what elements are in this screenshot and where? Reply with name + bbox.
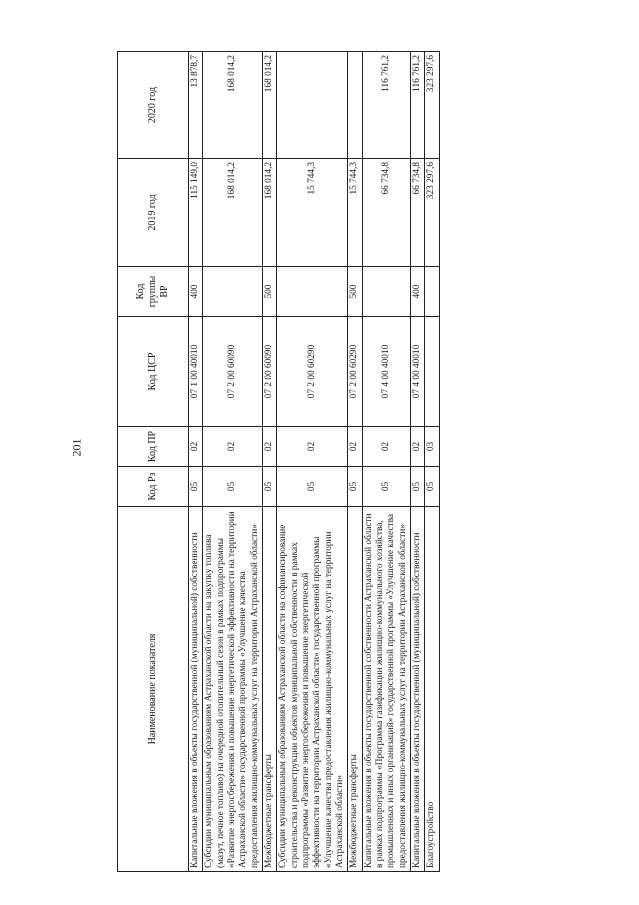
row-rz: 05 <box>425 467 439 507</box>
row-2020: 168 014,2 <box>262 52 276 159</box>
table-row <box>262 52 276 872</box>
row-pr: 02 <box>410 427 424 467</box>
row-name: Межбюджетные трансферты <box>262 507 276 872</box>
row-2019: 66 734,8 <box>410 159 424 267</box>
row-rz: 05 <box>348 467 362 507</box>
row-vr <box>203 267 263 317</box>
header-pr: Код ПР <box>118 427 189 467</box>
row-csr: 07 2 00 60090 <box>203 317 263 427</box>
row-2020: 168 014,2 <box>203 52 263 159</box>
row-rz: 05 <box>410 467 424 507</box>
row-pr: 02 <box>203 427 263 467</box>
row-2020 <box>348 52 362 159</box>
row-pr: 02 <box>262 427 276 467</box>
row-pr: 02 <box>362 427 410 467</box>
header-2020: 2020 год <box>118 52 189 159</box>
row-name: Благоустройство <box>425 507 439 872</box>
row-2019: 66 734,8 <box>362 159 410 267</box>
table-row <box>189 52 203 872</box>
table-row <box>362 52 410 872</box>
row-2019: 323 297,6 <box>425 159 439 267</box>
row-name: Капитальные вложения в объекты государственной (муниципальной) собственности <box>410 507 424 872</box>
row-name: Субсидии муниципальным образованиям Астраханской области на закупку топлива (мазут, печное топливо) на очередной отопительный сезон в рамках подпрограммы «Развитие энергосбережения и повышение энергетической эффективности на территории Астраханской области» государственной программы «Улучшение качества предоставления жилищно-коммунальных услуг на территории Астраханской области» <box>203 507 263 872</box>
row-vr: 500 <box>262 267 276 317</box>
table-row <box>203 52 263 872</box>
row-rz: 05 <box>189 467 203 507</box>
row-csr <box>425 317 439 427</box>
row-name: Капитальные вложения в объекты государственной собственности Астраханской области в рамках подпрограммы «Программа газификации жилищно-коммунального хозяйства, промышленных и иных организаций» государственной программы «Улучшение качества предоставления жилищно-коммунальных услуг на территории Астраханской области» <box>362 507 410 872</box>
row-vr: 400 <box>410 267 424 317</box>
row-2020: 116 761,2 <box>362 52 410 159</box>
row-vr <box>277 267 348 317</box>
page-number: 201 <box>69 438 84 457</box>
row-pr: 02 <box>277 427 348 467</box>
row-vr: 500 <box>348 267 362 317</box>
row-2020: 116 761,2 <box>410 52 424 159</box>
row-2019: 115 149,0 <box>189 159 203 267</box>
row-name: Субсидии муниципальным образованиям Астраханской области на софинансирование строительства и реконструкции объектов муниципальной собственности в рамках подпрограммы «Развитие энергосбережения и повышение энергетической эффективности на территории Астраханской области» государственной программы «Улучшение качества предоставления жилищно-коммунальных услуг на территории Астраханской области» <box>277 507 348 872</box>
table-header-row <box>118 52 189 872</box>
row-csr: 07 4 00 40010 <box>362 317 410 427</box>
row-rz: 05 <box>362 467 410 507</box>
header-name: Наименование показателя <box>118 507 189 872</box>
header-csr: Код ЦСР <box>118 317 189 427</box>
table-row <box>348 52 362 872</box>
row-rz: 05 <box>203 467 263 507</box>
row-2019: 15 744,3 <box>348 159 362 267</box>
row-csr: 07 2 00 60290 <box>277 317 348 427</box>
row-2019: 168 014,2 <box>262 159 276 267</box>
table-row <box>410 52 424 872</box>
row-2020 <box>277 52 348 159</box>
row-2020: 323 297,6 <box>425 52 439 159</box>
row-csr: 07 1 00 40010 <box>189 317 203 427</box>
row-name: Капитальные вложения в объекты государственной (муниципальной) собственности <box>189 507 203 872</box>
row-pr: 02 <box>189 427 203 467</box>
row-csr: 07 2 00 60090 <box>262 317 276 427</box>
row-rz: 05 <box>277 467 348 507</box>
row-2019: 15 744,3 <box>277 159 348 267</box>
table-row <box>277 52 348 872</box>
row-rz: 05 <box>262 467 276 507</box>
row-pr: 02 <box>348 427 362 467</box>
row-pr: 03 <box>425 427 439 467</box>
row-2020: 13 878,7 <box>189 52 203 159</box>
budget-table <box>117 51 440 872</box>
rotated-table-container <box>117 52 547 872</box>
row-vr <box>362 267 410 317</box>
row-name: Межбюджетные трансферты <box>348 507 362 872</box>
header-vr: Код группы ВР <box>118 267 189 317</box>
header-rz: Код Рз <box>118 467 189 507</box>
header-2019: 2019 год <box>118 159 189 267</box>
row-vr: 400 <box>189 267 203 317</box>
row-vr <box>425 267 439 317</box>
row-2019: 168 014,2 <box>203 159 263 267</box>
row-csr: 07 4 00 40010 <box>410 317 424 427</box>
table-row <box>425 52 439 872</box>
row-csr: 07 2 00 60290 <box>348 317 362 427</box>
